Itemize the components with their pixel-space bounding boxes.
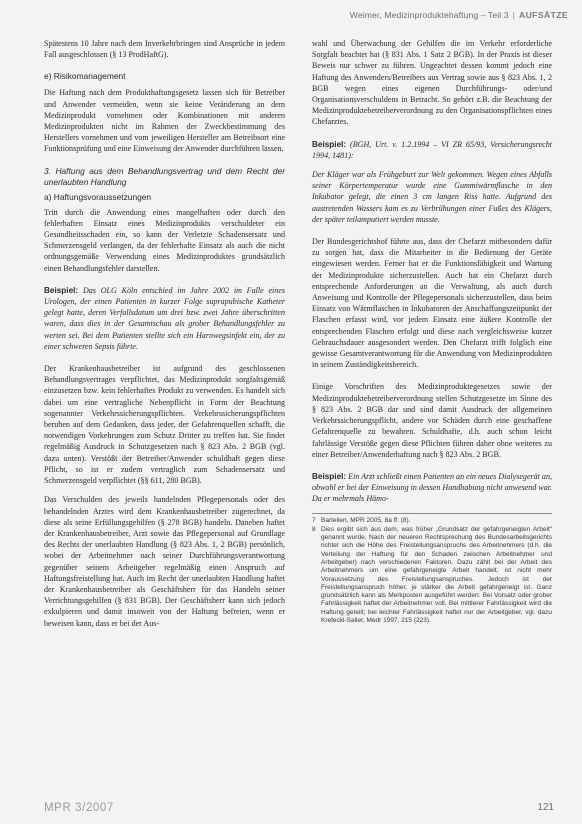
example-block	[44, 285, 285, 352]
heading-haftung-behandlungsvertrag: 3. Haftung aus dem Behandlungsvertrag und dem Recht der unerlaubten Handlung	[44, 165, 285, 187]
left-column	[44, 38, 285, 640]
paragraph: Tritt durch die Anwendung eines mangelhaften oder durch den fehlerhaften Einsatz eines Medizinprodukts verschuldeter ein Gesundheitsschaden ein, so kann der Verletzte Schadensersatz und Schmerzensgeld verlangen, da der fehlerhafte Einsatz als auch die nicht ordnungsgemäße Verwendung eines Medizinproduktes grundsätzlich einen Behandlungsfehler darstellen.	[44, 207, 285, 273]
paragraph: Spätestens 10 Jahre nach dem Inverkehrbringen sind Ansprüche in jedem Fall ausgeschlossen (§ 13 ProdHaftG).	[44, 39, 285, 60]
example-label: Beispiel:	[312, 139, 347, 149]
paragraph: Einige Vorschriften des Medizinproduktegesetzes sowie der Medizinproduktebetreiberverordnung stellen Schutzgesetze im Sinne des § 823 Abs. 2 BGB dar und sind damit Ausdruck der allgemeinen Verkehrssicherungspflicht, andere vor Schäden durch eine geschaffene Gefahrenquelle zu bewahren. Schuldhafte, d.h. auch schon leicht fahrlässige Verstöße gegen diese Pflichten führen daher ohne weiteres zu einer Betreiber/Anwenderhaftung nach § 823 Abs. 2 BGB.	[312, 382, 552, 459]
paragraph: Der Krankenhausbetreiber ist aufgrund des geschlossenen Behandlungsvertrages verpflichtet, das Medizinprodukt sorgfaltsgemäß einzusetzen bzw. kein fehlerhaftes Produkt zu verwenden. Es handelt sich dabei um eine vertragliche Nebenpflicht in Form der Beachtung sogenannter Verkehrssicherungspflichten. Verkehrssicherungspflichten beruhen auf dem Gedanken, dass jeder, der Gefahrenquellen schafft, die notwendigen Vorkehrungen zum Schutz Dritter zu treffen hat. Sie findet regelmäßig Ausdruck in Schutzgesetzen nach § 823 Abs. 2 BGB (vgl. dazu unten). Verstößt der Betreiber/Anwender schuldhaft gegen diese Pflicht, so ist er zudem vertraglich zum Schadensersatz und Schmerzensgeld verpflichtet (§§ 611, 280 BGB).	[44, 364, 285, 486]
footnote-number: 8	[312, 525, 316, 533]
example-label: Beispiel:	[44, 285, 79, 295]
paragraph: wahl und Überwachung der Gehilfen die im Verkehr erforderliche Sorgfalt beachtet hat (§ 831 Abs. 1 Satz 2 BGB). In der Praxis ist dieser Beweis nur schwer zu führen. Ungeachtet dessen kommt jedoch eine Haftung des Anwenders/Betreibers aus Vertrag sowie aus § 823 Abs. 1, 2 BGB wegen eines eigenen Durchführungs- oder/und Organisationsverschuldens in Betracht. So gehört z.B. die Beachtung der Medizinproduktebetreiberverordnung zu den Organisationspflichten eines Chefarztes.	[312, 39, 552, 127]
paragraph: Die Haftung nach dem Produkthaftungsgesetz lassen sich für Betreiber und Anwender vermeiden, wenn sie keine Veränderung an dem Medizinprodukt vornehmen oder Kombinationen mit anderen Medizinprodukten nicht im Rahmen der Zweckbestimmung des Herstellers vornehmen und vom jeweiligen Hersteller am Betreibsort eine Funktionsprüfung und eine Einweisung der Anwender durchführen lassen.	[44, 88, 285, 154]
footnote	[312, 526, 552, 626]
running-header	[350, 10, 568, 20]
example-block	[312, 471, 552, 505]
page-number: 121	[537, 802, 554, 813]
example-block	[312, 139, 552, 161]
footnote	[312, 517, 552, 525]
example-text: Der Kläger war als Frühgeburt zur Welt gekommen. Wegen eines Abfalls seiner Körpertemperatur wurde eine Gummiwärmflasche in den Inkubator gelegt, die einen 3 cm langen Riss hatte. Aufgrund des austretenden Wassers kam es zu Verbrühungen einer Fußes des Klägers, der später teilamputiert werden musste.	[312, 170, 552, 224]
journal-footer: MPR 3/2007	[44, 802, 114, 814]
example-citation: (BGH, Urt. v. 1.2.1994 – VI ZR 65/93, Versicherungsrecht 1994, 1481):	[312, 139, 552, 160]
example-text: Das OLG Köln entschied im Jahre 2002 im Falle eines Urologen, der einen Patienten in kurzer Folge suprapubische Katheter gelegt hatte, deren Verfallsdatum um drei bzw. zwei Jahre überschritten waren, dass dies in der Gesamtschau als grober Behandlungsfehler zu werten sei. Bei dem Patienten stellte sich ein Harnwegsinfekt ein, der zu einer schweren Sepsis führte.	[44, 285, 286, 351]
section-label: AUFSÄTZE	[518, 10, 568, 20]
right-column	[312, 38, 552, 626]
header-separator: |	[512, 10, 515, 20]
paragraph: Der Bundesgerichtshof führte aus, dass der Chefarzt mitbesonders dafür zu sorgen hat, dass die Mitarbeiter in die Bedienung der Geräte eingewiesen werden. Ferner hat er die Funktionsfähigkeit und Wartung der Medizinprodukte sicherzustellen. Auch hat ein Chefarzt durch entsprechende Anforderungen an die Verwaltung, als auch durch Anweisung und Kontrolle der Pflegepersonals sicherzustellen, dass beim Einsatz von Wärmflaschen in Inkubatoren der Anschaffungszeitpunkt der Flaschen erfasst wird, vor jedem Einsatz eine äußere Kontrolle der entsprechenden Flaschen erfolgt und diese nach vergleichsweise kurzer Gebrauchsdauer ausgesondert werden. Den Chefarzt trifft folglich eine gewisse Gesamtverantwortung für die Anwendung von Medizinprodukten in seinem Zuständigkeitsbereich.	[312, 237, 552, 370]
footnote-text: Dies ergibt sich aus dem, was früher „Grundsatz der gefahrgeneigten Arbeit“ genannt wurde. Nach der neueren Rechtsprechung des Bundesarbeitsgerichts richtet sich die Höhe des Freistellungsanspruchs des Arbeitnehmers (d.h. die Verteilung der Haftung für den Schaden zwischen Arbeitnehmer und Arbeitgeber) nach verschiedenen Faktoren. Dazu zählt bei der Arbeit des Arbeitnehmers um eine gefahrgeneigte Arbeit handelt, ist nicht mehr Voraussetzung des Freistellungsanspruches. Jedoch ist der Freistellungsanspruch höher, je stärker die Arbeit gefahrgeneigt ist. Ganz grundsätzlich kann als Merkposten ausgeführt werden: Bei Vorsatz oder grober Fahrlässigkeit haftet der Arbeitnehmer voll. Bei mittlerer Fahrlässigkeit wird die Haftung geteilt; bei leichter Fahrlässigkeit haftet nur der Arbeitgeber, vgl. dazu Krefeckl-Saller, Medr 1997, 215 (223).	[321, 525, 552, 625]
example-text: Ein Arzt schließt einen Patienten an ein neues Dialysegerät an, obwohl er bei der Einweisung in dessen Handhabung nicht anwesend war. Da er mehrmals Hämo-	[312, 471, 552, 504]
paragraph: Das Verschulden des jeweils handelnden Pflegepersonals oder des behandelnden Arztes wird dem Krankenhausbetreiber zugerechnet, da diese als seine Erfüllungsgehilfen (§ 278 BGB) handeln. Daneben haftet der Krankenhausbetreiber, Arzt sowie das Pflegepersonal auf Grundlage des Rechts der unerlaubten Handlung (§ 823 Abs. 1, 2 BGB) persönlich, wobei der Arbeitnehmer nach seiner Durchführungsverantwortung gegenüber seinem Arbeitgeber regelmäßig einen Anspruch auf Haftungsfreistellung hat. Auch im Recht der unerlaubten Handlung haftet der Krankenhausbetreiber als Geschäftsherr für das Handeln seiner Verrichtungsgehilfen (§ 831 BGB). Der Geschäftsherr kann sich jedoch exkulpieren und damit insoweit von der Haftung befreien, wenn er beweisen kann, dass er bei der Aus-	[44, 495, 285, 628]
heading-risikomanagement: e) Risikomanagement	[44, 71, 126, 82]
heading-haftungsvoraussetzungen: a) Haftungsvoraussetzungen	[44, 191, 152, 202]
example-label: Beispiel:	[312, 471, 347, 481]
footnote-text: Bartelien, MPR 2005, 8a ff. (8).	[321, 516, 411, 524]
running-title: Weimer, Medizinproduktehaftung – Teil 3	[349, 10, 509, 20]
footnote-number: 7	[312, 516, 316, 524]
footnotes	[312, 513, 552, 626]
